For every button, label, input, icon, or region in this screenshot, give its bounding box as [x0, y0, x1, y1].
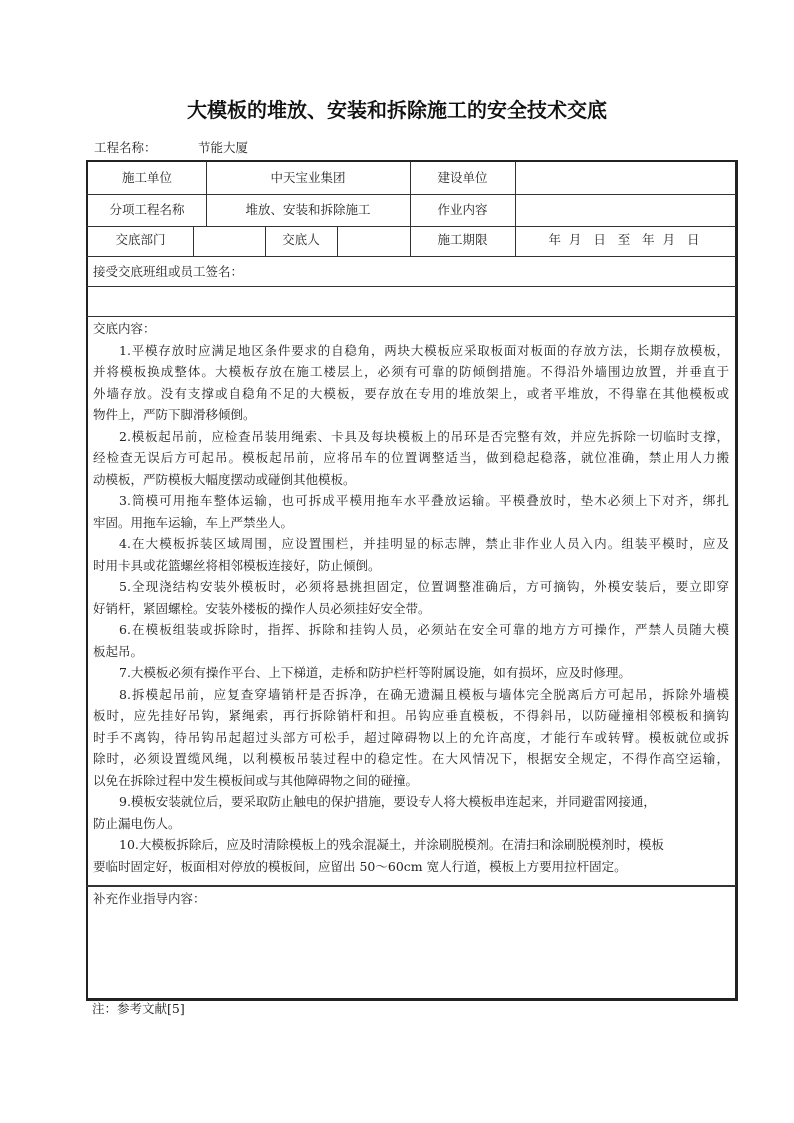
content-line: 经检查无误后方可起吊。模板起吊前，应将吊车的位置调整适当，做到稳起稳落，就位准确，禁止用人力搬 — [93, 450, 729, 465]
content-line: 1.平模存放时应满足地区条件要求的自稳角，两块大模板应采取板面对板面的存放方法，长期存放模板， — [119, 342, 729, 358]
sign-label: 接受交底班组或员工签名： — [93, 264, 244, 279]
document-title: 大模板的堆放、安装和拆除施工的安全技术交底 — [187, 98, 607, 122]
content-paragraph — [93, 791, 729, 834]
supplement-label: 补充作业指导内容： — [93, 891, 206, 906]
content-line: 5.全现浇结构安装外模板时，必须将悬挑担固定，位置调整准确后，方可摘钩，外模安装后，要立即穿 — [119, 579, 729, 594]
content-paragraph — [93, 662, 729, 684]
construction-unit-value: 中天宝业集团 — [270, 170, 346, 185]
row-divider — [86, 885, 736, 887]
content-paragraph — [93, 533, 729, 576]
content-line: 要临时固定好，板面相对停放的模板间，应留出 50～60cm 宽人行道，模板上方要用拉杆固定。 — [93, 858, 627, 874]
content-line: 动模板，严防模板大幅度摆动或碰倒其他模板。 — [93, 471, 356, 487]
content-line: 并将模板换成整体。大模板存放在施工楼层上，必须有可靠的防倾倒措施。不得沿外墙围边放置，并垂直于 — [93, 364, 729, 379]
work-content-label: 作业内容 — [437, 202, 488, 217]
content-line: 牢固。用拖车运输，车上严禁坐人。 — [93, 514, 294, 530]
content-paragraphs — [93, 340, 729, 878]
content-line: 外墙存放。没有支撑或自稳角不足的大模板，要存放在专用的堆放架上，或者平堆放，不得靠在其他模板或 — [93, 385, 729, 401]
content-paragraph — [93, 834, 729, 877]
dept-value — [193, 224, 265, 256]
project-value: 节能大厦 — [198, 140, 249, 155]
content-paragraph — [93, 426, 729, 491]
person-value — [337, 224, 410, 256]
person-label: 交底人 — [282, 232, 320, 247]
builder-unit-value — [515, 162, 733, 194]
content-line: 8.拆模起吊前，应复查穿墙销杆是否拆净，在确无遗漏且模板与墙体完全脱离后方可起吊，拆除外墙模 — [119, 686, 729, 702]
content-line: 板时，应先挂好吊钩，紧绳索，再行拆除销杆和担。吊钩应垂直模板，不得斜吊，以防碰撞相邻模板和摘钩 — [93, 708, 729, 723]
content-paragraph — [93, 684, 729, 792]
content-line: 防止漏电伤人。 — [93, 815, 181, 831]
builder-unit-label: 建设单位 — [437, 170, 488, 185]
content-line: 2.模板起吊前，应检查吊装用绳索、卡具及每块模板上的吊环是否完整有效，并应先拆除一切临时支撑， — [119, 428, 729, 444]
construction-unit-label: 施工单位 — [121, 170, 172, 185]
sub-project-label: 分项工程名称 — [109, 202, 185, 217]
content-line: 时用卡具或花篮螺丝将相邻模板连接好，防止倾倒。 — [93, 557, 381, 573]
content-paragraph — [93, 490, 729, 533]
content-line: 9.模板安装就位后，要采取防止触电的保护措施，要设专人将大模板串连起来，并同避雷网接通， — [119, 794, 656, 809]
content-line: 物件上，严防下脚滑移倾倒。 — [93, 407, 256, 422]
content-line: 7.大模板必须有操作平台、上下梯道，走桥和防护栏杆等附属设施，如有损坏，应及时修理。 — [119, 665, 631, 680]
dept-label: 交底部门 — [115, 232, 166, 247]
row-divider — [86, 316, 736, 317]
content-line: 6.在模板组装或拆除时，指挥、拆除和挂钩人员，必须站在安全可靠的地方方可操作，严禁人员随大模 — [119, 622, 729, 637]
content-line: 好销杆，紧固螺栓。安装外楼板的操作人员必须挂好安全带。 — [93, 600, 431, 616]
project-name — [94, 138, 248, 156]
content-line: 板起吊。 — [93, 643, 144, 659]
content-line: 以免在拆除过程中发生模板间或与其他障碍物之间的碰撞。 — [93, 772, 419, 788]
disclosure-content — [93, 318, 729, 877]
work-content-value — [515, 194, 733, 226]
content-line: 3.筒模可用拖车整体运输，也可拆成平模用拖车水平叠放运输。平模叠放时，垫木必须上下对齐，绑扎 — [119, 493, 729, 508]
period-value: 年 月 日 至 年 月 日 — [548, 232, 700, 247]
content-paragraph — [93, 576, 729, 619]
row-divider — [86, 286, 736, 287]
content-paragraph — [93, 619, 729, 662]
reference-note: 注：参考文献[5] — [92, 1001, 185, 1016]
project-label: 工程名称： — [94, 140, 157, 155]
period-label: 施工期限 — [437, 232, 488, 247]
row-divider — [86, 256, 736, 257]
content-line: 4.在大模板拆装区域周围，应设置围栏，并挂明显的标志牌，禁止非作业人员入内。组装平模时，应及 — [119, 536, 729, 551]
content-line: 10.大模板拆除后，应及时清除模板上的残余混凝土，并涂刷脱模剂。在清扫和涂刷脱模剂时，模板 — [119, 837, 664, 852]
content-line: 除时，必须设置缆风绳，以利模板吊装过程中的稳定性。在大风情况下，根据安全规定，不得作高空运输， — [93, 751, 729, 766]
content-line: 时手不离钩，待吊钩吊起超过头部方可松手，超过障碍物以上的允许高度，才能行车或转臂。模板就位或拆 — [93, 729, 729, 745]
sub-project-value: 堆放、安装和拆除施工 — [245, 202, 371, 217]
content-label: 交底内容： — [93, 321, 156, 336]
content-paragraph — [93, 340, 729, 426]
